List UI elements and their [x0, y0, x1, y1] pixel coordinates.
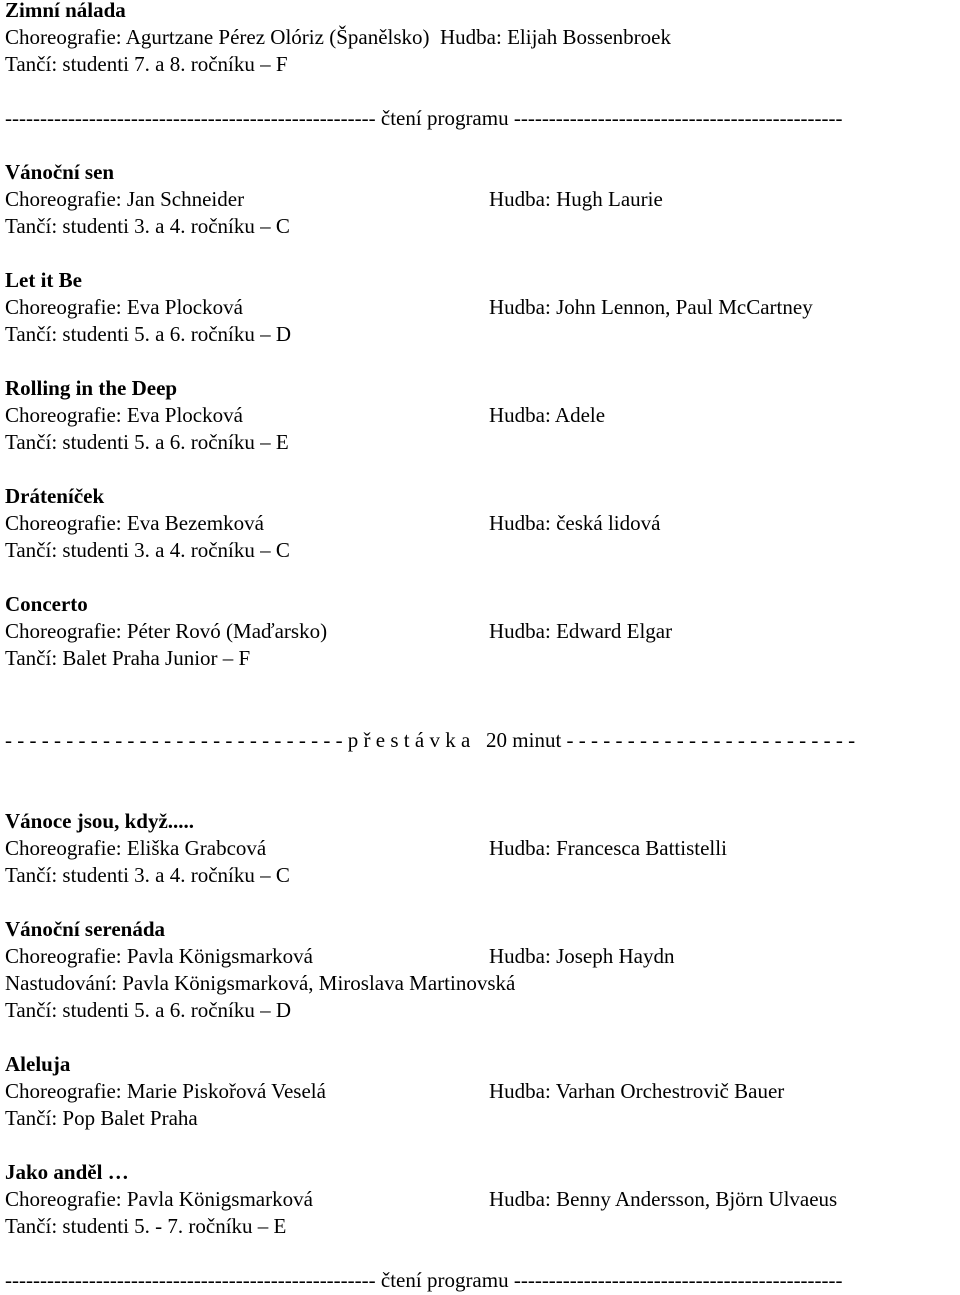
- item-title: Vánoce jsou, když.....: [5, 809, 195, 833]
- item-dancers: Tančí: studenti 3. a 4. ročníku – C: [5, 538, 290, 562]
- item-choreo: Choreografie: Pavla Königsmarková: [5, 1187, 313, 1211]
- serenade-study: Nastudování: Pavla Königsmarková, Miroslava Martinovská: [5, 971, 516, 995]
- intro-line-2: Tančí: studenti 7. a 8. ročníku – F: [5, 52, 288, 76]
- item-music: Hudba: Edward Elgar: [489, 619, 673, 643]
- item-dancers: Tančí: Balet Praha Junior – F: [5, 646, 251, 670]
- intro-line-1: Choreografie: Agurtzane Pérez Olóriz (Španělsko) Hudba: Elijah Bossenbroek: [5, 25, 671, 49]
- serenade-title: Vánoční serenáda: [5, 917, 166, 941]
- item-title: Vánoční sen: [5, 160, 115, 184]
- divider-bottom: ----------------------------------------------------- čtení programu -----------------------------------------------: [5, 1268, 843, 1292]
- item-music: Hudba: John Lennon, Paul McCartney: [489, 295, 813, 319]
- item-choreo: Choreografie: Eva Plocková: [5, 403, 243, 427]
- item-dancers: Tančí: studenti 5. - 7. ročníku – E: [5, 1214, 287, 1238]
- item-music: Hudba: Hugh Laurie: [489, 187, 663, 211]
- item-choreo: Choreografie: Péter Rovó (Maďarsko): [5, 619, 328, 643]
- item-choreo: Choreografie: Eva Bezemková: [5, 511, 264, 535]
- item-music: Hudba: česká lidová: [489, 511, 661, 535]
- item-dancers: Tančí: Pop Balet Praha: [5, 1106, 198, 1130]
- item-title: Concerto: [5, 592, 88, 616]
- item-choreo: Choreografie: Eva Plocková: [5, 295, 243, 319]
- serenade-choreo: Choreografie: Pavla Königsmarková: [5, 944, 313, 968]
- item-dancers: Tančí: studenti 3. a 4. ročníku – C: [5, 214, 290, 238]
- item-title: Let it Be: [5, 268, 82, 292]
- intermission-divider: - - - - - - - - - - - - - - - - - - - - - - - - - - - - p ř e s t á v k a 20 minut - - - - - - - - - - - - - - - - - - - - - - - -: [5, 728, 856, 752]
- item-music: Hudba: Francesca Battistelli: [489, 836, 727, 860]
- item-choreo: Choreografie: Jan Schneider: [5, 187, 245, 211]
- item-title: Dráteníček: [5, 484, 105, 508]
- item-dancers: Tančí: studenti 3. a 4. ročníku – C: [5, 863, 290, 887]
- divider-top: ----------------------------------------------------- čtení programu -----------------------------------------------: [5, 106, 843, 130]
- item-dancers: Tančí: studenti 5. a 6. ročníku – D: [5, 322, 292, 346]
- item-music: Hudba: Benny Andersson, Björn Ulvaeus: [489, 1187, 838, 1211]
- item-title: Aleluja: [5, 1052, 71, 1076]
- item-music: Hudba: Varhan Orchestrovič Bauer: [489, 1079, 785, 1103]
- item-title: Jako anděl …: [5, 1160, 129, 1184]
- item-title: Rolling in the Deep: [5, 376, 178, 400]
- intro-title: Zimní nálada: [5, 0, 126, 22]
- serenade-music: Hudba: Joseph Haydn: [489, 944, 675, 968]
- item-choreo: Choreografie: Eliška Grabcová: [5, 836, 267, 860]
- item-dancers: Tančí: studenti 5. a 6. ročníku – E: [5, 430, 289, 454]
- item-choreo: Choreografie: Marie Piskořová Veselá: [5, 1079, 326, 1103]
- serenade-dancers: Tančí: studenti 5. a 6. ročníku – D: [5, 998, 292, 1022]
- item-music: Hudba: Adele: [489, 403, 606, 427]
